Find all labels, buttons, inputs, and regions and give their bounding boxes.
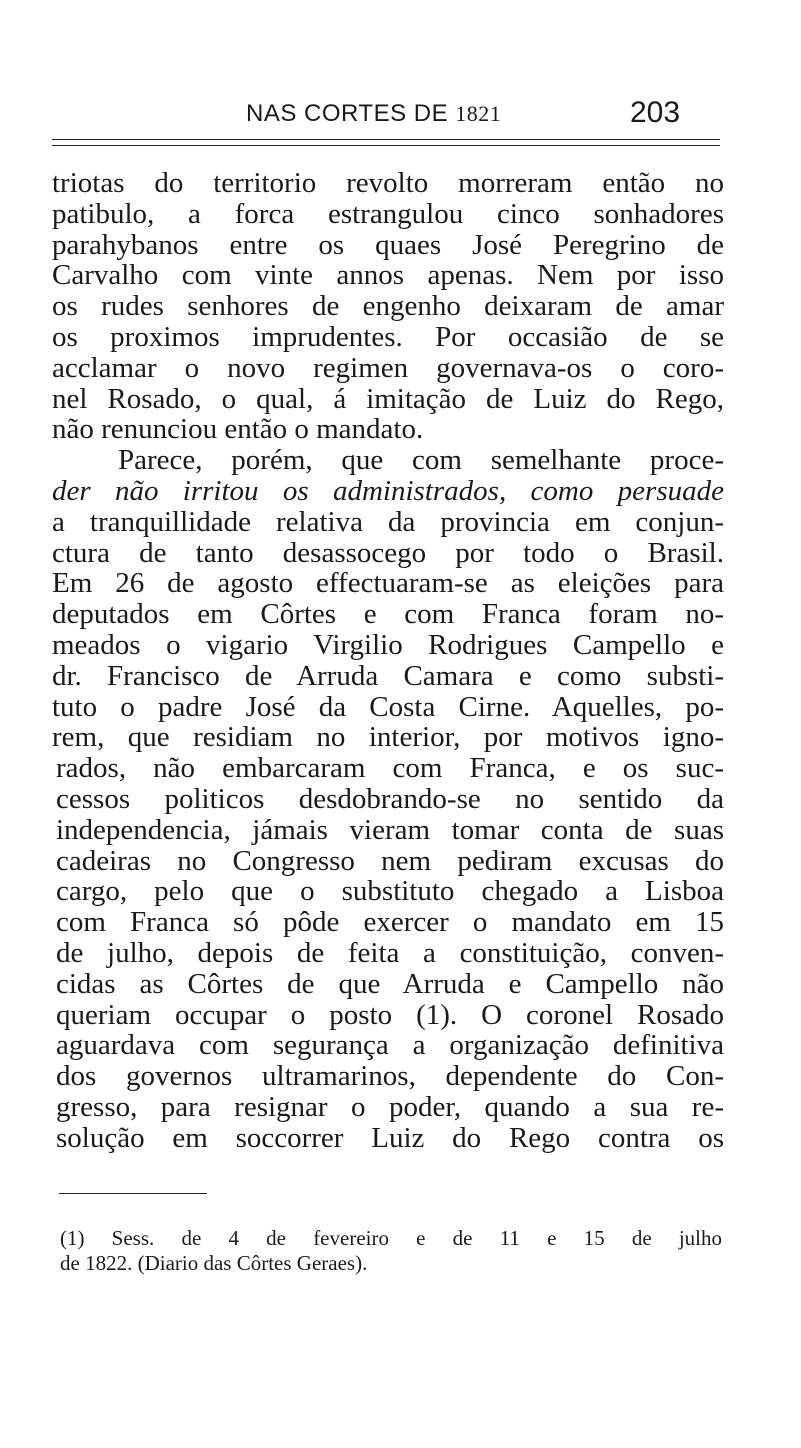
body-text bbox=[52, 168, 724, 1154]
text-line: dos governos ultramarinos, dependente do Con- bbox=[56, 1060, 724, 1093]
text-line: ctura de tanto desassocego por todo o Brasil. bbox=[52, 536, 724, 569]
text-line: tuto o padre José da Costa Cirne. Aquelles, po- bbox=[52, 690, 724, 723]
running-title-year: 1821 bbox=[455, 101, 502, 126]
text-line: Parece, porém, que com semelhante proce- bbox=[118, 444, 724, 477]
header-rule-bottom bbox=[52, 145, 720, 146]
text-line: rados, não embarcaram com Franca, e os suc- bbox=[56, 752, 724, 785]
text-line: cadeiras no Congresso nem pediram excusas do bbox=[56, 844, 724, 877]
text-line: der não irritou os administrados, como persuade bbox=[52, 474, 724, 507]
header-rule-top bbox=[52, 139, 720, 140]
footnote-rule bbox=[59, 1193, 207, 1194]
text-line: rem, que residiam no interior, por motivos igno- bbox=[52, 721, 724, 754]
text-line: deputados em Côrtes e com Franca foram no- bbox=[52, 598, 724, 631]
text-line: de julho, depois de feita a constituição, conven- bbox=[56, 936, 724, 969]
text-line: nel Rosado, o qual, á imitação de Luiz do Rego, bbox=[52, 382, 724, 415]
text-line: triotas do territorio revolto morreram então no bbox=[52, 167, 724, 199]
footnote bbox=[60, 1226, 722, 1276]
running-title bbox=[246, 100, 501, 128]
text-line: cessos politicos desdobrando-se no sentido da bbox=[56, 782, 724, 815]
text-line: aguardava com segurança a organização definitiva bbox=[56, 1029, 724, 1062]
text-line: independencia, jámais vieram tomar conta de suas bbox=[56, 813, 724, 846]
text-line: os rudes senhores de engenho deixaram de amar bbox=[52, 290, 724, 323]
text-line: gresso, para resignar o poder, quando a sua re- bbox=[56, 1090, 724, 1123]
text-line: com Franca só pôde exercer o mandato em 15 bbox=[56, 906, 724, 939]
footnote-line: (1) Sess. de 4 de fevereiro e de 11 e 15 de julho bbox=[60, 1226, 722, 1250]
text-line: não renunciou então o mandato. bbox=[52, 413, 424, 446]
text-line: meados o vigario Virgilio Rodrigues Campello e bbox=[52, 628, 724, 661]
text-line: patibulo, a forca estrangulou cinco sonhadores bbox=[52, 197, 724, 230]
text-line: cidas as Côrtes de que Arruda e Campello não bbox=[56, 967, 724, 1000]
text-line: Em 26 de agosto effectuaram-se as eleições para bbox=[52, 567, 724, 600]
text-line: Carvalho com vinte annos apenas. Nem por isso bbox=[52, 259, 724, 292]
running-title-text: NAS CORTES DE bbox=[246, 100, 456, 127]
page-number: 203 bbox=[630, 96, 681, 129]
text-line: a tranquillidade relativa da provincia em conjun- bbox=[52, 505, 724, 538]
text-line: os proximos imprudentes. Por occasião de se bbox=[52, 320, 724, 353]
text-line: solução em soccorrer Luiz do Rego contra os bbox=[56, 1121, 724, 1154]
running-head bbox=[52, 94, 720, 134]
text-line: cargo, pelo que o substituto chegado a Lisboa bbox=[56, 875, 724, 908]
text-line: acclamar o novo regimen governava-os o coro- bbox=[52, 351, 724, 384]
text-line: queriam occupar o posto (1). O coronel Rosado bbox=[56, 998, 724, 1031]
text-line: dr. Francisco de Arruda Camara e como substi- bbox=[52, 659, 724, 692]
text-line: parahybanos entre os quaes José Peregrino de bbox=[52, 228, 724, 261]
footnote-line: de 1822. (Diario das Côrtes Geraes). bbox=[60, 1251, 368, 1275]
